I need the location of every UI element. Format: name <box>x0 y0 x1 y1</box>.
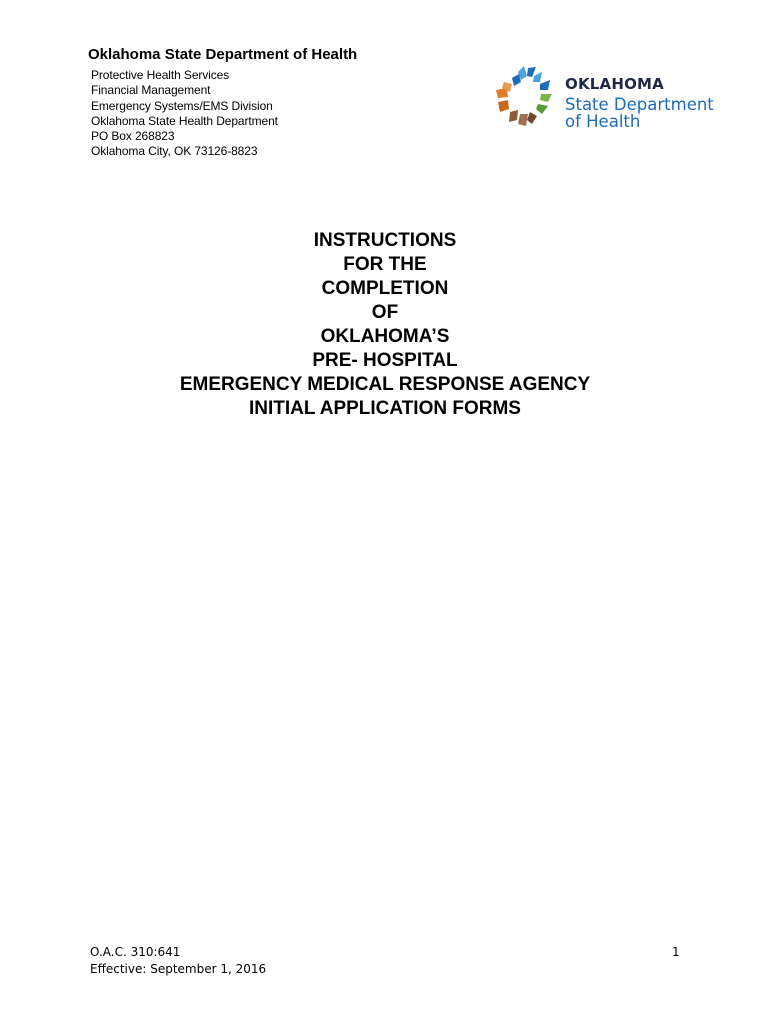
footer-effective-date: Effective: September 1, 2016 <box>90 962 267 976</box>
title-line: FOR THE <box>343 254 427 275</box>
document-title <box>0 229 770 421</box>
letterhead <box>88 46 448 160</box>
logo-line-of-health: of Health <box>565 112 641 131</box>
title-line: PRE- HOSPITAL <box>312 350 458 371</box>
address-line: Protective Health Services <box>91 68 230 82</box>
title-line: INITIAL APPLICATION FORMS <box>249 398 521 419</box>
page-number: 1 <box>672 945 680 959</box>
footer-info <box>90 944 266 978</box>
logo-line-oklahoma: OKLAHOMA <box>565 75 664 93</box>
title-line: OKLAHOMA’S <box>320 326 450 347</box>
address-line: Oklahoma City, OK 73126-8823 <box>91 144 258 159</box>
osdh-logo <box>490 64 730 136</box>
title-line: COMPLETION <box>321 278 449 299</box>
logo-wordmark <box>565 77 714 130</box>
title-line: OF <box>371 302 399 323</box>
address-line: Emergency Systems/EMS Division <box>91 98 273 113</box>
footer-code: O.A.C. 310:641 <box>90 945 181 959</box>
title-line: INSTRUCTIONS <box>313 230 457 251</box>
osdh-star-logo-icon <box>490 64 560 136</box>
logo-line-state-department: State Department <box>565 95 714 114</box>
org-name: Oklahoma State Department of Health <box>88 46 358 63</box>
address-line: Oklahoma State Health Department <box>91 113 278 128</box>
address-line: Financial Management <box>91 83 211 98</box>
address-line: PO Box 268823 <box>91 129 175 144</box>
title-line: EMERGENCY MEDICAL RESPONSE AGENCY <box>179 374 591 395</box>
